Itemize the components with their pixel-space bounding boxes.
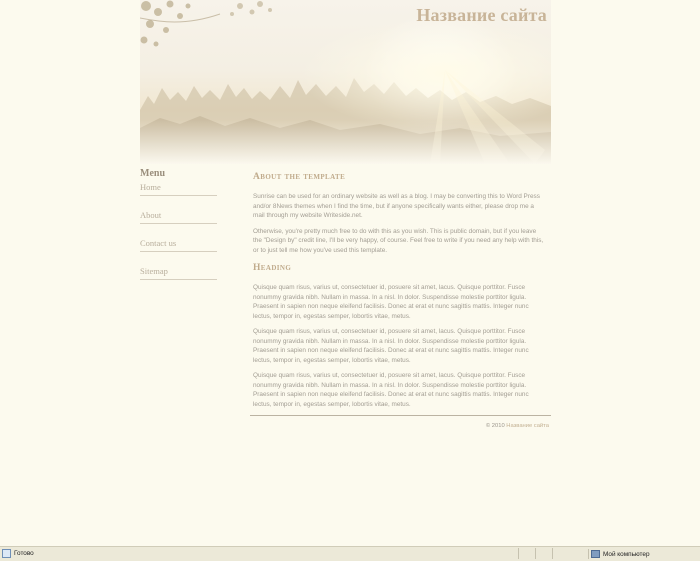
zone-text: Мой компьютер xyxy=(603,550,650,558)
status-zone[interactable] xyxy=(588,549,650,559)
about-paragraph: Otherwise, you're pretty much free to do with this as you wish. This is public domain, but if you leave the "Design by" credit line, I'll be very happy, of course. Feel free to write if you need any help with this, or to just tell me how you've used this template. xyxy=(253,227,544,254)
sidebar-item-contact[interactable]: Contact us xyxy=(140,237,217,252)
status-cell xyxy=(518,548,535,559)
footer-site-link[interactable]: Название сайта xyxy=(506,423,549,429)
menu-title: Menu xyxy=(140,168,165,179)
body-paragraph: Quisque quam risus, varius ut, consectetuer id, posuere sit amet, lacus. Quisque porttitor. Fusce nonummy gravida nibh. Nullam in massa. In a nisl. In dolor. Suspendisse molestie porttitor ligula. Praesent in sapien non neque eleifend facilisis. Donec at erat et nunc sagittis mattis. Integer nunc lectus, tempor in, egestas semper, lobortis vitae, metus. xyxy=(253,372,529,408)
about-heading: About the template xyxy=(253,172,346,182)
body-paragraph: Quisque quam risus, varius ut, consectetuer id, posuere sit amet, lacus. Quisque porttitor. Fusce nonummy gravida nibh. Nullam in massa. In a nisl. In dolor. Suspendisse molestie porttitor ligula. Praesent in sapien non neque eleifend facilisis. Donec at erat et nunc sagittis mattis. Integer nunc lectus, tempor in, egestas semper, lobortis vitae, metus. xyxy=(253,284,529,320)
footer xyxy=(250,423,551,429)
sidebar-item-sitemap[interactable]: Sitemap xyxy=(140,265,217,280)
site-title[interactable]: Название сайта xyxy=(416,5,547,25)
about-paragraph: Sunrise can be used for an ordinary website as well as a blog. I may be converting this to Word Press and/or 8News themes when I find the time, but if anyone specifically wants either, please drop me a mail through my website Writeside.net. xyxy=(253,193,540,219)
computer-icon xyxy=(591,550,600,558)
status-cells xyxy=(518,548,569,560)
sidebar xyxy=(140,167,217,293)
footer-divider xyxy=(250,415,551,416)
body-paragraph: Quisque quam risus, varius ut, consectetuer id, posuere sit amet, lacus. Quisque porttitor. Fusce nonummy gravida nibh. Nullam in massa. In a nisl. In dolor. Suspendisse molestie porttitor ligula. Praesent in sapien non neque eleifend facilisis. Donec at erat et nunc sagittis mattis. Integer nunc lectus, tempor in, egestas semper, lobortis vitae, metus. xyxy=(253,328,529,364)
status-cell xyxy=(552,548,569,559)
sidebar-item-home[interactable]: Home xyxy=(140,181,217,196)
section-heading: Heading xyxy=(253,263,292,273)
sidebar-item-about[interactable]: About xyxy=(140,209,217,224)
header-banner xyxy=(140,0,551,164)
page xyxy=(140,0,551,545)
status-cell xyxy=(535,548,552,559)
page-icon xyxy=(2,549,11,558)
main-content xyxy=(250,172,551,429)
status-text: Готово xyxy=(14,550,34,557)
browser-status-bar xyxy=(0,546,700,561)
status-left xyxy=(2,549,34,558)
copyright-text: © 2010 xyxy=(485,423,505,429)
